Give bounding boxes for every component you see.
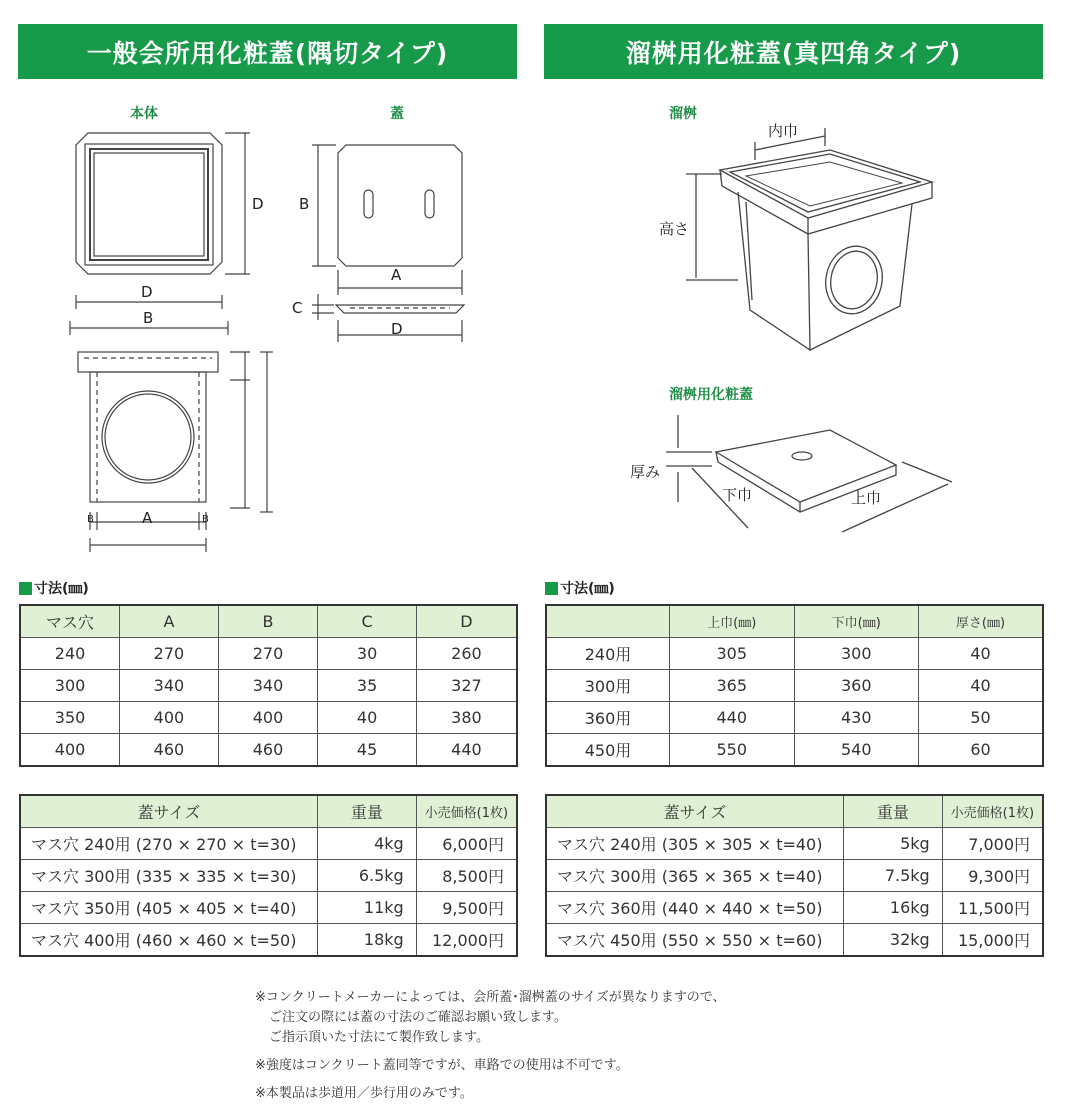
left-size-table bbox=[19, 604, 518, 767]
section-marker bbox=[545, 582, 558, 595]
note-line: ※コンクリートメーカーによっては、会所蓋･溜桝蓋のサイズが異なりますので、 bbox=[255, 990, 726, 1005]
col-header: 下巾(㎜) bbox=[794, 605, 919, 638]
table-row bbox=[546, 828, 1043, 860]
dim-upper-width: 上巾 bbox=[851, 489, 882, 507]
table-cell: 380 bbox=[416, 702, 517, 734]
table-cell: 11,500円 bbox=[942, 892, 1043, 924]
col-header: 上巾(㎜) bbox=[670, 605, 795, 638]
table-header-row bbox=[20, 795, 517, 828]
table-cell: 400 bbox=[20, 734, 120, 767]
table-cell: 45 bbox=[318, 734, 417, 767]
table-header-row bbox=[20, 605, 517, 638]
table-row bbox=[20, 828, 517, 860]
right-price-table bbox=[545, 794, 1044, 957]
table-cell: 305 bbox=[670, 638, 795, 670]
table-row bbox=[20, 924, 517, 957]
table-cell: マス穴 300用 (365 × 365 × t=40) bbox=[546, 860, 843, 892]
dim-a-bottom: A bbox=[142, 509, 153, 527]
table-cell: 5kg bbox=[843, 828, 942, 860]
table-cell: 6.5kg bbox=[317, 860, 416, 892]
body-label: 本体 bbox=[130, 106, 158, 122]
note-line: ※本製品は歩道用／歩行用のみです。 bbox=[255, 1086, 473, 1101]
right-technical-drawing bbox=[650, 110, 1010, 540]
col-header bbox=[546, 605, 670, 638]
table-cell: 430 bbox=[794, 702, 919, 734]
col-header: B bbox=[218, 605, 318, 638]
table-cell: 350 bbox=[20, 702, 120, 734]
basin-label: 溜桝 bbox=[669, 106, 697, 122]
table-row bbox=[546, 892, 1043, 924]
table-row bbox=[546, 638, 1043, 670]
right-size-table bbox=[545, 604, 1044, 767]
dim-thickness: 厚み bbox=[630, 463, 661, 481]
right-section-text: 寸法(㎜) bbox=[560, 581, 615, 597]
table-cell: 440 bbox=[670, 702, 795, 734]
table-cell: 240 bbox=[20, 638, 120, 670]
lid-dim-b: B bbox=[299, 195, 310, 213]
col-header: マス穴 bbox=[20, 605, 120, 638]
table-row bbox=[20, 702, 517, 734]
table-row bbox=[20, 734, 517, 767]
dim-b-bottom-right: B bbox=[202, 514, 209, 525]
table-cell: マス穴 240用 (270 × 270 × t=30) bbox=[20, 828, 317, 860]
table-cell: 7,000円 bbox=[942, 828, 1043, 860]
table-cell: 40 bbox=[919, 670, 1044, 702]
table-cell: マス穴 450用 (550 × 550 × t=60) bbox=[546, 924, 843, 957]
dim-height: 高さ bbox=[659, 220, 690, 238]
table-cell: 32kg bbox=[843, 924, 942, 957]
table-cell: 40 bbox=[318, 702, 417, 734]
col-header: D bbox=[416, 605, 517, 638]
dim-b-bottom-left: B bbox=[87, 514, 94, 525]
table-cell: 450用 bbox=[546, 734, 670, 767]
col-header: C bbox=[318, 605, 417, 638]
table-cell: 7.5kg bbox=[843, 860, 942, 892]
table-cell: マス穴 350用 (405 × 405 × t=40) bbox=[20, 892, 317, 924]
left-price-table bbox=[19, 794, 518, 957]
table-header-row bbox=[546, 605, 1043, 638]
table-cell: 50 bbox=[919, 702, 1044, 734]
table-cell: 300 bbox=[794, 638, 919, 670]
dim-d-horizontal: D bbox=[141, 283, 153, 301]
table-cell: 270 bbox=[218, 638, 318, 670]
table-row bbox=[20, 860, 517, 892]
notes-block bbox=[255, 988, 725, 1104]
table-cell: 360 bbox=[794, 670, 919, 702]
table-row bbox=[20, 638, 517, 670]
table-cell: 11kg bbox=[317, 892, 416, 924]
table-cell: 260 bbox=[416, 638, 517, 670]
left-title-banner: 一般会所用化粧蓋(隅切タイプ) bbox=[18, 24, 517, 79]
table-cell: 6,000円 bbox=[416, 828, 517, 860]
table-row bbox=[20, 670, 517, 702]
table-cell: マス穴 240用 (305 × 305 × t=40) bbox=[546, 828, 843, 860]
table-cell: 365 bbox=[670, 670, 795, 702]
col-header: 蓋サイズ bbox=[20, 795, 317, 828]
col-header: A bbox=[120, 605, 219, 638]
table-cell: 550 bbox=[670, 734, 795, 767]
lid-label: 蓋 bbox=[390, 106, 404, 122]
table-cell: マス穴 360用 (440 × 440 × t=50) bbox=[546, 892, 843, 924]
table-row bbox=[546, 734, 1043, 767]
table-cell: 35 bbox=[318, 670, 417, 702]
left-section-text: 寸法(㎜) bbox=[34, 581, 89, 597]
table-row bbox=[546, 924, 1043, 957]
section-marker bbox=[19, 582, 32, 595]
dim-lower-width: 下巾 bbox=[722, 486, 753, 504]
table-cell: 60 bbox=[919, 734, 1044, 767]
table-cell: 400 bbox=[120, 702, 219, 734]
table-row bbox=[20, 892, 517, 924]
note-line: ご指示頂いた寸法にて製作致します。 bbox=[269, 1030, 489, 1045]
col-header: 小売価格(1枚) bbox=[416, 795, 517, 828]
table-cell: 400 bbox=[218, 702, 318, 734]
left-section-title bbox=[19, 578, 89, 598]
lid-dim-c: C bbox=[292, 299, 303, 317]
col-header: 厚さ(㎜) bbox=[919, 605, 1044, 638]
table-cell: 9,300円 bbox=[942, 860, 1043, 892]
table-cell: 16kg bbox=[843, 892, 942, 924]
col-header: 蓋サイズ bbox=[546, 795, 843, 828]
left-technical-drawing bbox=[60, 120, 540, 590]
table-cell: 300 bbox=[20, 670, 120, 702]
table-cell: マス穴 400用 (460 × 460 × t=50) bbox=[20, 924, 317, 957]
table-cell: 270 bbox=[120, 638, 219, 670]
table-cell: 360用 bbox=[546, 702, 670, 734]
table-cell: 440 bbox=[416, 734, 517, 767]
table-cell: 15,000円 bbox=[942, 924, 1043, 957]
col-header: 重量 bbox=[317, 795, 416, 828]
right-title-banner: 溜桝用化粧蓋(真四角タイプ) bbox=[544, 24, 1043, 79]
dim-b-horizontal: B bbox=[143, 309, 154, 327]
table-cell: 12,000円 bbox=[416, 924, 517, 957]
table-cell: 340 bbox=[218, 670, 318, 702]
table-cell: 300用 bbox=[546, 670, 670, 702]
table-cell: マス穴 300用 (335 × 335 × t=30) bbox=[20, 860, 317, 892]
table-cell: 540 bbox=[794, 734, 919, 767]
right-section-title bbox=[545, 578, 615, 598]
table-cell: 9,500円 bbox=[416, 892, 517, 924]
table-cell: 8,500円 bbox=[416, 860, 517, 892]
table-cell: 30 bbox=[318, 638, 417, 670]
table-cell: 240用 bbox=[546, 638, 670, 670]
lid-dim-a: A bbox=[391, 266, 402, 284]
basin-lid-label: 溜桝用化粧蓋 bbox=[669, 387, 753, 403]
table-row bbox=[546, 860, 1043, 892]
table-header-row bbox=[546, 795, 1043, 828]
table-cell: 18kg bbox=[317, 924, 416, 957]
col-header: 重量 bbox=[843, 795, 942, 828]
table-cell: 40 bbox=[919, 638, 1044, 670]
table-cell: 327 bbox=[416, 670, 517, 702]
table-cell: 340 bbox=[120, 670, 219, 702]
col-header: 小売価格(1枚) bbox=[942, 795, 1043, 828]
table-row bbox=[546, 670, 1043, 702]
dim-d-vertical: D bbox=[252, 195, 264, 213]
table-cell: 460 bbox=[120, 734, 219, 767]
lid-dim-d: D bbox=[391, 320, 403, 338]
note-line: ※強度はコンクリート蓋同等ですが、車路での使用は不可です。 bbox=[255, 1058, 629, 1073]
dim-inner-width: 内巾 bbox=[768, 122, 799, 140]
table-cell: 460 bbox=[218, 734, 318, 767]
note-line: ご注文の際には蓋の寸法のご確認お願い致します。 bbox=[269, 1010, 567, 1025]
table-cell: 4kg bbox=[317, 828, 416, 860]
table-row bbox=[546, 702, 1043, 734]
